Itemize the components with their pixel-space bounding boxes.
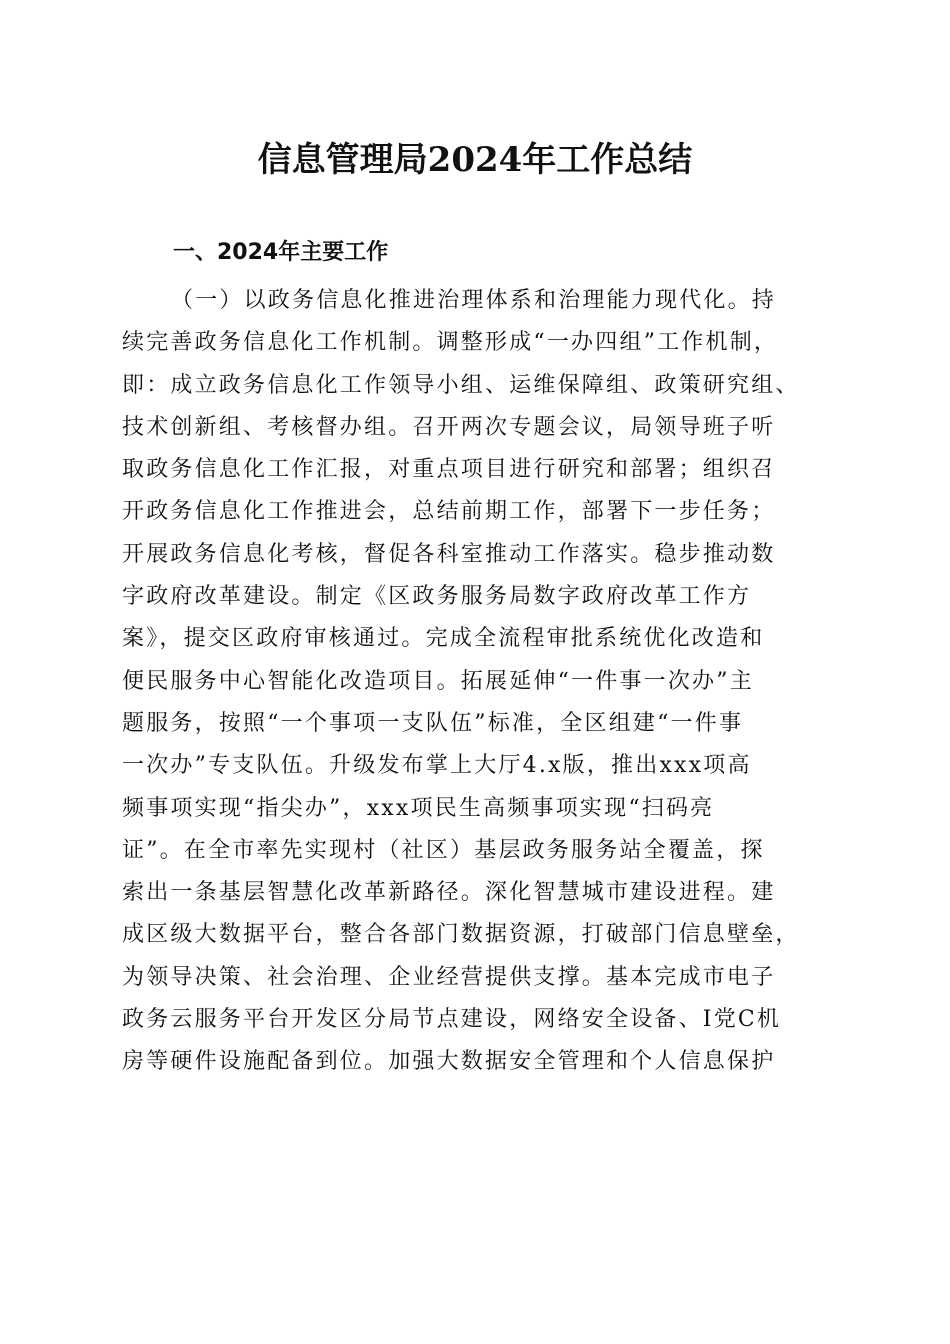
body-line: （一）以政务信息化推进治理体系和治理能力现代化。持: [171, 288, 777, 313]
section-heading: 一、2024年主要工作: [173, 240, 389, 265]
body-line: 政务云服务平台开发区分局节点建设，网络安全设备、I党C机: [122, 1007, 782, 1033]
body-line: 开展政务信息化考核，督促各科室推动工作落实。稳步推动数: [122, 541, 776, 567]
body-line: 证”。在全市率先实现村（社区）基层政务服务站全覆盖，探: [122, 837, 765, 863]
body-line: 续完善政务信息化工作机制。调整形成“一办四组”工作机制，: [122, 330, 779, 356]
body-line: 题服务，按照“一个事项一支队伍”标准，全区组建“一件事: [122, 710, 744, 736]
body-line: 便民服务中心智能化改造项目。拓展延伸“一件事一次办”主: [122, 668, 754, 694]
body-line: 索出一条基层智慧化改革新路径。深化智慧城市建设进程。建: [122, 880, 776, 906]
document-title: 信息管理局2024年工作总结: [257, 140, 693, 180]
body-line: 一次办”专支队伍。升级发布掌上大厅4.x版，推出xxx项高: [122, 753, 752, 779]
body-line: 字政府改革建设。制定《区政务服务局数字政府改革工作方: [122, 584, 752, 610]
body-line: 技术创新组、考核督办组。召开两次专题会议，局领导班子听: [122, 414, 776, 440]
body-line: 为领导决策、社会治理、企业经营提供支撑。基本完成市电子: [122, 964, 776, 990]
body-line: 频事项实现“指尖办”，xxx项民生高频事项实现“扫码亮: [122, 795, 715, 821]
body-line: 开政务信息化工作推进会，总结前期工作，部署下一步任务；: [122, 499, 776, 525]
body-line: 案》，提交区政府审核通过。完成全流程审批系统优化改造和: [122, 626, 765, 652]
body-line: 即：成立政务信息化工作领导小组、运维保障组、政策研究组、: [122, 372, 800, 398]
body-paragraph: [122, 280, 862, 1084]
body-line: 取政务信息化工作汇报，对重点项目进行研究和部署；组织召: [122, 457, 776, 483]
body-line: 成区级大数据平台，整合各部门数据资源，打破部门信息壁垒，: [122, 922, 800, 948]
body-line: 房等硬件设施配备到位。加强大数据安全管理和个人信息保护: [122, 1049, 776, 1075]
